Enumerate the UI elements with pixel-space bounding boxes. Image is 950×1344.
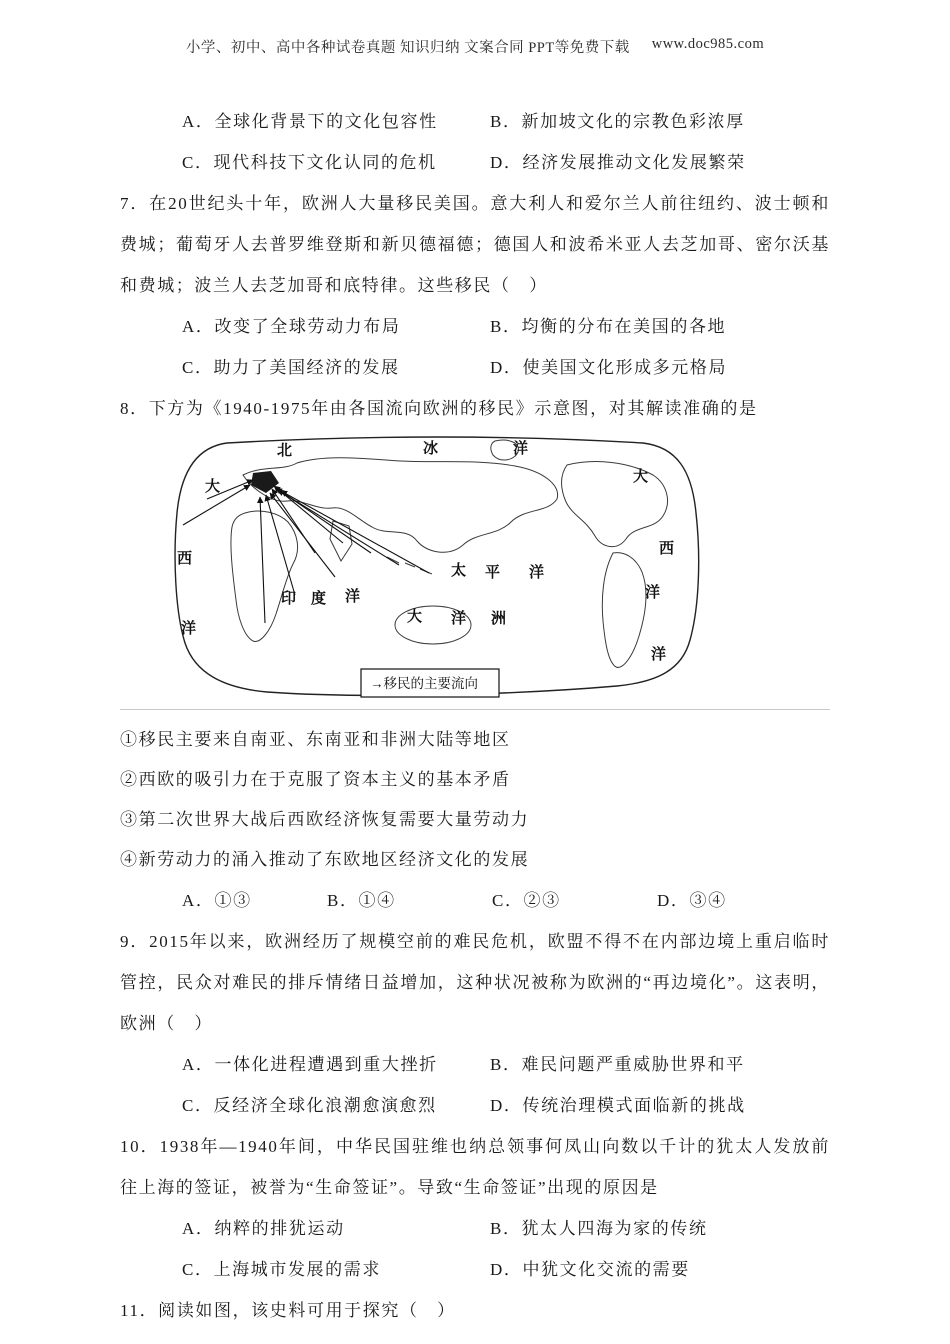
europe-hub: [251, 471, 279, 493]
q8-option-a: A．①③: [182, 891, 252, 910]
q9-option-d: D．传统治理模式面临新的挑战: [490, 1096, 746, 1115]
q9-option-c: C．反经济全球化浪潮愈演愈烈: [182, 1096, 437, 1115]
ocean-label-pacific: 太: [451, 563, 467, 579]
q7-options-row-1: [120, 306, 830, 347]
q9-stem: 9．2015年以来，欧洲经历了规模空前的难民危机，欧盟不得不在内部边境上重启临时管控，民众对难民的排斥情绪日益增加，这种状况被称为欧洲的“再边境化”。这表明，欧洲（ ）: [120, 932, 830, 1033]
continent-label-oceania: 洋: [451, 611, 467, 627]
q6-option-a: A．全球化背景下的文化包容性: [182, 112, 438, 131]
ocean-label-arctic: 冰: [423, 441, 439, 457]
migration-map: [165, 433, 705, 705]
q6-option-c: C．现代科技下文化认同的危机: [182, 153, 437, 172]
q8-option-d: D．③④: [657, 891, 727, 910]
ocean-label-atlantic-west: 大: [205, 479, 221, 495]
q8-statement-4: ④新劳动力的涌入推动了东欧地区经济文化的发展: [120, 850, 530, 869]
flow-arrow: [281, 491, 429, 573]
q6-option-b: B．新加坡文化的宗教色彩浓厚: [490, 112, 745, 131]
q10-option-b: B．犹太人四海为家的传统: [490, 1219, 708, 1238]
continent-label-oceania: 洲: [491, 611, 507, 627]
q8-statement-1: ①移民主要来自南亚、东南亚和非洲大陆等地区: [120, 730, 511, 749]
ocean-label-atlantic-west: 洋: [181, 621, 197, 637]
flow-arrow: [266, 495, 295, 595]
q6-options-row-2: [120, 142, 830, 183]
q7-option-d: D．使美国文化形成多元格局: [490, 358, 728, 377]
ocean-label-indian: 度: [311, 591, 327, 607]
ocean-label-indian: 印: [281, 591, 297, 607]
q10-stem: 10．1938年—1940年间，中华民国驻维也纳总领事何凤山向数以千计的犹太人发放前往上海的签证，被誉为“生命签证”。导致“生命签证”出现的原因是: [120, 1137, 830, 1197]
ocean-label-atlantic-east: 洋: [645, 585, 661, 601]
q8-map-figure: [120, 433, 830, 710]
q10-option-d: D．中犹文化交流的需要: [490, 1260, 690, 1279]
exam-content: [120, 101, 830, 1331]
q9-option-a: A．一体化进程遭遇到重大挫折: [182, 1055, 438, 1074]
q10-options-row-1: [120, 1208, 830, 1249]
ocean-label-arctic: 北: [277, 443, 293, 459]
q8-statement-3: ③第二次世界大战后西欧经济恢复需要大量劳动力: [120, 810, 530, 829]
page-header: [0, 0, 950, 57]
q11-stem: 11．阅读如图，该史料可用于探究（ ）: [120, 1301, 456, 1320]
q7-option-c: C．助力了美国经济的发展: [182, 358, 400, 377]
q8-options-row: [120, 880, 830, 921]
q7-option-a: A．改变了全球劳动力布局: [182, 317, 401, 336]
flow-arrow: [260, 497, 265, 623]
q8-statement-2: ②西欧的吸引力在于克服了资本主义的基本矛盾: [120, 770, 511, 789]
continent-label-oceania: 大: [407, 609, 423, 625]
q9-options-row-1: [120, 1044, 830, 1085]
eurasia-outline: [243, 458, 558, 552]
q10-options-row-2: [120, 1249, 830, 1290]
q9-options-row-2: [120, 1085, 830, 1126]
header-url[interactable]: www.doc985.com: [651, 36, 765, 52]
header-promo-text: 小学、初中、高中各种试卷真题 知识归纳 文案合同 PPT等免费下载: [185, 40, 630, 56]
ocean-label-pacific: 洋: [529, 565, 545, 581]
q7-options-row-2: [120, 347, 830, 388]
q10-option-a: A．纳粹的排犹运动: [182, 1219, 345, 1238]
map-legend-label: →移民的主要流向: [370, 676, 478, 691]
q8-option-c: C．②③: [492, 891, 561, 910]
africa-outline: [231, 511, 298, 641]
ocean-label-arctic: 洋: [513, 441, 529, 457]
q7-stem: 7．在20世纪头十年，欧洲人大量移民美国。意大利人和爱尔兰人前往纽约、波士顿和费城；葡萄牙人去普罗维登斯和新贝德福德；德国人和波希米亚人去芝加哥、密尔沃基和费城；波兰人去芝加哥和底特律。这些移民（ ）: [120, 194, 830, 295]
ocean-label-atlantic-east: 西: [659, 541, 675, 557]
ocean-label-pacific: 平: [485, 565, 501, 581]
q9-option-b: B．难民问题严重威胁世界和平: [490, 1055, 745, 1074]
ocean-label-indian: 洋: [345, 589, 361, 605]
ocean-label-atlantic-west: 西: [177, 551, 193, 567]
q8-stem: 8．下方为《1940-1975年由各国流向欧洲的移民》示意图，对其解读准确的是: [120, 399, 758, 418]
south-america-outline: [602, 553, 646, 668]
ocean-label-atlantic-east: 洋: [651, 647, 667, 663]
q6-option-d: D．经济发展推动文化发展繁荣: [490, 153, 746, 172]
q10-option-c: C．上海城市发展的需求: [182, 1260, 381, 1279]
q8-option-b: B．①④: [327, 891, 396, 910]
ocean-label-atlantic-east: 大: [633, 469, 649, 485]
north-america-outline: [562, 462, 668, 547]
q6-options-row-1: [120, 101, 830, 142]
q7-option-b: B．均衡的分布在美国的各地: [490, 317, 727, 336]
